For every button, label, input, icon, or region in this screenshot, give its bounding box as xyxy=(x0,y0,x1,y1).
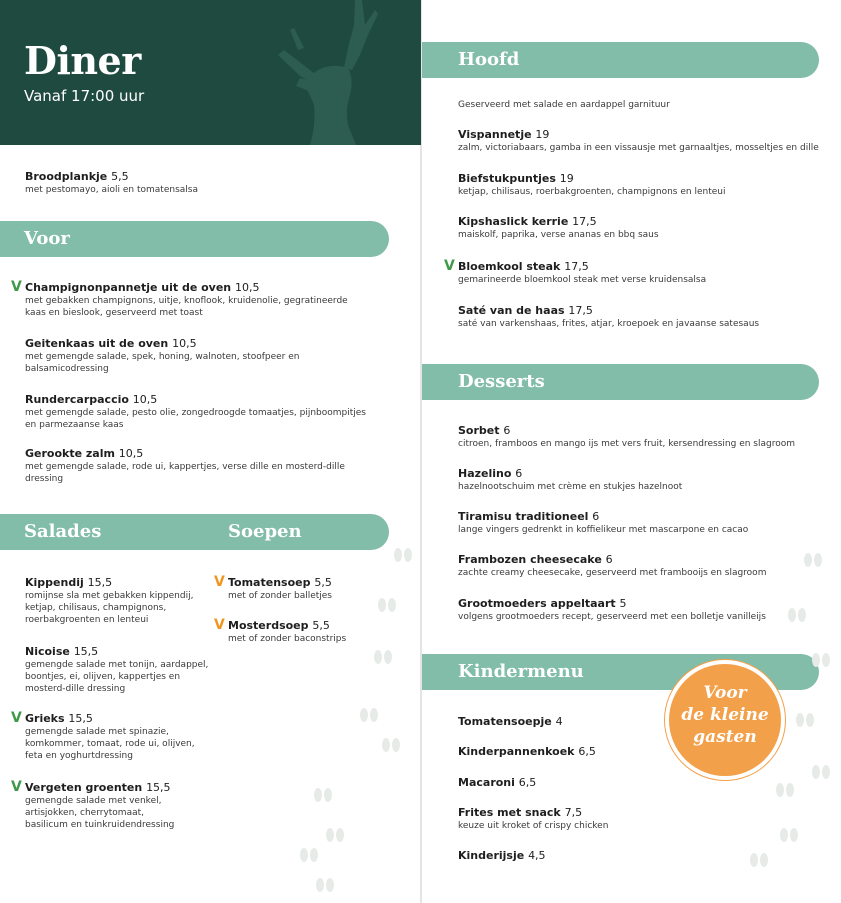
hoofprint-icon xyxy=(300,848,318,862)
item-name: Vergeten groenten xyxy=(25,781,143,794)
item-price: 6 xyxy=(503,424,511,437)
item-desc: ketjap, chilisaus, roerbakgroenten, champignons en lenteui xyxy=(458,187,726,197)
item-desc: basilicum en tuinkruidendressing xyxy=(25,820,175,830)
item-price: 6,5 xyxy=(578,745,596,758)
hoofprint-icon xyxy=(382,738,400,752)
hoofprint-icon xyxy=(378,598,396,612)
menu-item xyxy=(458,424,795,450)
item-desc: met gemengde salade, spek, honing, walnoten, stoofpeer en xyxy=(25,352,300,362)
item-desc: lange vingers gedrenkt in koffielikeur met mascarpone en cacao xyxy=(458,525,749,535)
item-desc: met of zonder balletjes xyxy=(228,591,332,601)
hoofprint-icon xyxy=(812,653,830,667)
item-desc: feta en yoghurtdressing xyxy=(25,751,133,761)
menu-item xyxy=(458,776,536,790)
item-name: Gerookte zalm xyxy=(25,447,115,460)
menu-item xyxy=(458,510,748,536)
item-name: Hazelino xyxy=(458,467,512,480)
section-title-soepen: Soepen xyxy=(228,521,302,542)
item-name: Tiramisu traditioneel xyxy=(458,510,589,523)
menu-item xyxy=(25,337,299,375)
vegetarian-icon: V xyxy=(444,258,455,274)
menu-subtitle: Vanaf 17:00 uur xyxy=(24,87,145,105)
item-price: 19 xyxy=(535,128,550,141)
menu-item xyxy=(458,553,766,579)
item-desc: dressing xyxy=(25,474,64,484)
item-desc: met gemengde salade, pesto olie, zongedroogde tomaatjes, pijnboompitjes xyxy=(25,408,366,418)
item-desc: keuze uit kroket of crispy chicken xyxy=(458,821,609,831)
hoofprint-icon xyxy=(804,553,822,567)
menu-item xyxy=(25,393,366,431)
item-name: Frites met snack xyxy=(458,806,561,819)
item-price: 10,5 xyxy=(234,281,260,294)
item-desc: met gemengde salade, rode ui, kappertjes, verse dille en mosterd-dille xyxy=(25,462,345,472)
item-name: Frambozen cheesecake xyxy=(458,553,602,566)
item-desc: komkommer, tomaat, rode ui, olijven, xyxy=(25,739,195,749)
hoofprint-trail-right xyxy=(730,540,835,895)
item-name: Tomatensoep xyxy=(228,576,311,589)
item-price: 15,5 xyxy=(73,645,99,658)
section-title: Hoofd xyxy=(458,49,520,70)
item-price: 5,5 xyxy=(312,619,330,632)
vegetarian-icon: V xyxy=(11,710,22,726)
diner-header xyxy=(0,0,421,145)
menu-item xyxy=(458,172,725,198)
menu-item xyxy=(11,779,175,831)
menu-item xyxy=(444,258,707,286)
badge-line: gasten xyxy=(693,727,757,747)
item-price: 17,5 xyxy=(568,304,593,317)
deer-head-icon xyxy=(270,0,400,145)
menu-item xyxy=(458,467,682,493)
item-desc: gemarineerde bloemkool steak met verse kruidensalsa xyxy=(458,275,707,285)
menu-item xyxy=(25,576,193,626)
item-name: Macaroni xyxy=(458,776,515,789)
hoofprint-icon xyxy=(788,608,806,622)
item-name: Tomatensoepje xyxy=(458,715,552,728)
vegetarian-icon: V xyxy=(214,617,225,633)
item-price: 15,5 xyxy=(146,781,171,794)
hoofprint-icon xyxy=(780,828,798,842)
item-price: 7,5 xyxy=(564,806,583,819)
item-desc: met of zonder baconstrips xyxy=(228,634,347,644)
vegetarian-icon: V xyxy=(214,574,225,590)
item-desc: gemengde salade met venkel, xyxy=(25,796,162,806)
item-name: Kipshaslick kerrie xyxy=(458,215,569,228)
item-desc: hazelnootschuim met crème en stukjes hazelnoot xyxy=(458,482,683,492)
item-desc: citroen, framboos en mango ijs met vers fruit, kersendressing en slagroom xyxy=(458,439,795,449)
item-desc: maiskolf, paprika, verse ananas en bbq saus xyxy=(458,230,659,240)
item-price: 15,5 xyxy=(87,576,113,589)
item-price: 10,5 xyxy=(132,393,158,406)
hoofprint-icon xyxy=(374,650,392,664)
vegetarian-icon: V xyxy=(11,779,22,795)
item-name: Geitenkaas uit de oven xyxy=(25,337,169,350)
item-name: Broodplankje xyxy=(25,170,108,183)
menu-item xyxy=(458,849,546,863)
item-price: 6 xyxy=(592,510,600,523)
item-price: 10,5 xyxy=(172,337,197,350)
section-title: Kindermenu xyxy=(458,661,584,682)
item-price: 6 xyxy=(605,553,613,566)
item-price: 4 xyxy=(555,715,563,728)
item-desc: mosterd-dille dressing xyxy=(25,684,126,694)
item-desc: gemengde salade met tonijn, aardappel, xyxy=(25,660,209,670)
item-price: 6,5 xyxy=(518,776,537,789)
hoofprint-trail-left xyxy=(290,545,420,900)
item-price: 5,5 xyxy=(111,170,129,183)
item-desc: artisjokken, cherrytomaat, xyxy=(25,808,144,818)
menu-item xyxy=(458,745,596,759)
section-header-desserts xyxy=(422,364,819,400)
hoofprint-icon xyxy=(812,765,830,779)
item-price: 5,5 xyxy=(314,576,332,589)
item-name: Bloemkool steak xyxy=(458,260,561,273)
menu-item xyxy=(25,170,198,196)
menu-item xyxy=(458,597,766,623)
item-name: Vispannetje xyxy=(458,128,532,141)
item-desc: zachte creamy cheesecake, geserveerd met frambooijs en slagroom xyxy=(458,568,767,578)
hoofprint-icon xyxy=(326,828,344,842)
item-desc: met pestomayo, aioli en tomatensalsa xyxy=(25,185,198,195)
menu-item xyxy=(458,304,759,330)
item-name: Kinderpannenkoek xyxy=(458,745,575,758)
item-name: Grieks xyxy=(25,712,65,725)
menu-item xyxy=(458,715,563,729)
item-name: Mosterdsoep xyxy=(228,619,309,632)
menu-item xyxy=(11,279,348,319)
item-desc: met gebakken champignons, uitje, knoflook, kruidenolie, gegratineerde xyxy=(25,296,348,306)
item-price: 10,5 xyxy=(118,447,144,460)
item-price: 4,5 xyxy=(528,849,546,862)
item-desc: boontjes, ei, olijven, kappertjes en xyxy=(25,672,181,682)
section-title: Voor xyxy=(24,228,70,249)
menu-item xyxy=(25,447,345,485)
menu-item xyxy=(458,128,819,154)
section-title: Desserts xyxy=(458,371,545,392)
item-price: 15,5 xyxy=(68,712,93,725)
item-name: Kinderijsje xyxy=(458,849,525,862)
section-header-voor xyxy=(0,221,389,257)
hoofprint-icon xyxy=(316,878,334,892)
item-desc: romijnse sla met gebakken kippendij, xyxy=(25,591,194,601)
item-desc: gemengde salade met spinazie, xyxy=(25,727,169,737)
item-name: Saté van de haas xyxy=(458,304,565,317)
item-price: 17,5 xyxy=(564,260,589,273)
item-desc: kaas en bieslook, geserveerd met toast xyxy=(25,308,203,318)
item-price: 5 xyxy=(619,597,627,610)
item-desc: balsamicodressing xyxy=(25,364,109,374)
menu-item xyxy=(458,806,608,832)
vegetarian-icon: V xyxy=(11,279,22,295)
hoofprint-icon xyxy=(314,788,332,802)
badge-line: de kleine xyxy=(681,705,769,725)
menu-item xyxy=(11,710,195,762)
badge-line: Voor xyxy=(703,683,747,703)
item-name: Rundercarpaccio xyxy=(25,393,129,406)
item-desc: volgens grootmoeders recept, geserveerd met een bolletje vanilleijs xyxy=(458,612,766,622)
item-desc: roerbakgroenten en lenteui xyxy=(25,615,149,625)
item-name: Biefstukpuntjes xyxy=(458,172,556,185)
item-price: 17,5 xyxy=(572,215,597,228)
menu-item xyxy=(458,215,659,241)
item-name: Nicoise xyxy=(25,645,70,658)
menu-item xyxy=(25,645,208,695)
item-name: Sorbet xyxy=(458,424,500,437)
item-price: 6 xyxy=(515,467,523,480)
item-name: Kippendij xyxy=(25,576,84,589)
item-desc: zalm, victoriabaars, gamba in een vissausje met garnaaltjes, mosseltjes en dille xyxy=(458,143,819,153)
hoofprint-icon xyxy=(360,708,378,722)
item-desc: en parmezaanse kaas xyxy=(25,420,124,430)
item-name: Grootmoeders appeltaart xyxy=(458,597,616,610)
hoofprint-icon xyxy=(796,713,814,727)
section-header-hoofd xyxy=(422,42,819,78)
hoofprint-icon xyxy=(394,548,412,562)
item-name: Champignonpannetje uit de oven xyxy=(25,281,232,294)
hoofd-intro: Geserveerd met salade en aardappel garnituur xyxy=(458,100,670,110)
hoofprint-icon xyxy=(776,783,794,797)
menu-title: Diner xyxy=(24,38,141,83)
hoofprint-icon xyxy=(750,853,768,867)
item-price: 19 xyxy=(559,172,574,185)
section-title-salades: Salades xyxy=(24,521,102,542)
item-desc: ketjap, chilisaus, champignons, xyxy=(25,603,167,613)
item-desc: saté van varkenshaas, frites, atjar, kroepoek en javaanse satesaus xyxy=(458,319,760,329)
